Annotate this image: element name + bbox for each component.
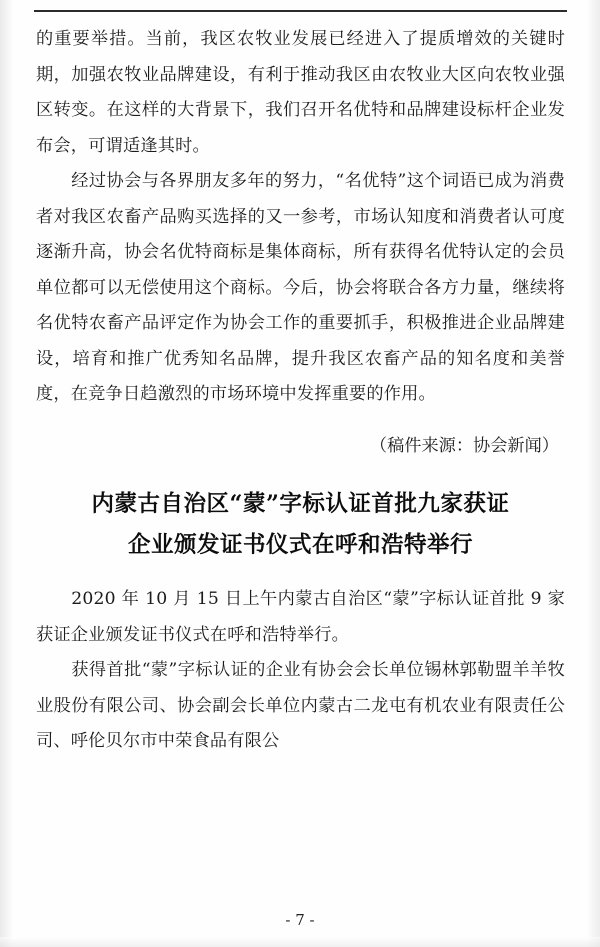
paragraph-association-efforts: 经过协会与各界朋友多年的努力，“名优特”这个词语已成为消费者对我区农畜产品购买选择的又一参考，市场认知度和消费者认可度逐渐升高，协会名优特商标是集体商标，所有获得名优特认定的会员单位都可以无偿使用这个商标。今后，协会将联合各方力量，继续将名优特农畜产品评定作为协会工作的重要抓手，积极推进企业品牌建设，培育和推广优秀知名品牌，提升我区农畜产品的知名度和美誉度，在竞争日趋激烈的市场环境中发挥重要的作用。 bbox=[36, 171, 565, 404]
paragraph-continuation: 的重要举措。当前，我区农牧业发展已经进入了提质增效的关键时期，加强农牧业品牌建设，有利于推动我区由农牧业大区向农牧业强区转变。在这样的大背景下，我们召开名优特和品牌建设标杆企业发布会，可谓适逢其时。 bbox=[36, 29, 565, 156]
page-number: - 7 - bbox=[285, 911, 315, 929]
article-headline bbox=[36, 484, 565, 566]
page-top-rule bbox=[34, 10, 567, 12]
headline-line-1: 内蒙古自治区“蒙”字标认证首批九家获证 bbox=[91, 491, 510, 517]
article-paragraph-1: 2020 年 10 月 15 日上午内蒙古自治区“蒙”字标认证首批 9 家获证企业颁发证书仪式在呼和浩特举行。 bbox=[36, 589, 565, 645]
article-paragraph-2: 获得首批“蒙”字标认证的企业有协会会长单位锡林郭勒盟羊羊牧业股份有限公司、协会副会长单位内蒙古二龙屯有机农业有限责任公司、呼伦贝尔市中荣食品有限公 bbox=[36, 660, 565, 751]
page-edge-shadow-left bbox=[0, 0, 14, 947]
page-content bbox=[36, 22, 565, 760]
page-edge-shadow-bottom bbox=[0, 937, 600, 947]
page-edge-shadow-right bbox=[586, 0, 600, 947]
headline-line-2: 企业颁发证书仪式在呼和浩特举行 bbox=[127, 532, 473, 558]
source-note: （稿件来源：协会新闻） bbox=[369, 435, 559, 456]
